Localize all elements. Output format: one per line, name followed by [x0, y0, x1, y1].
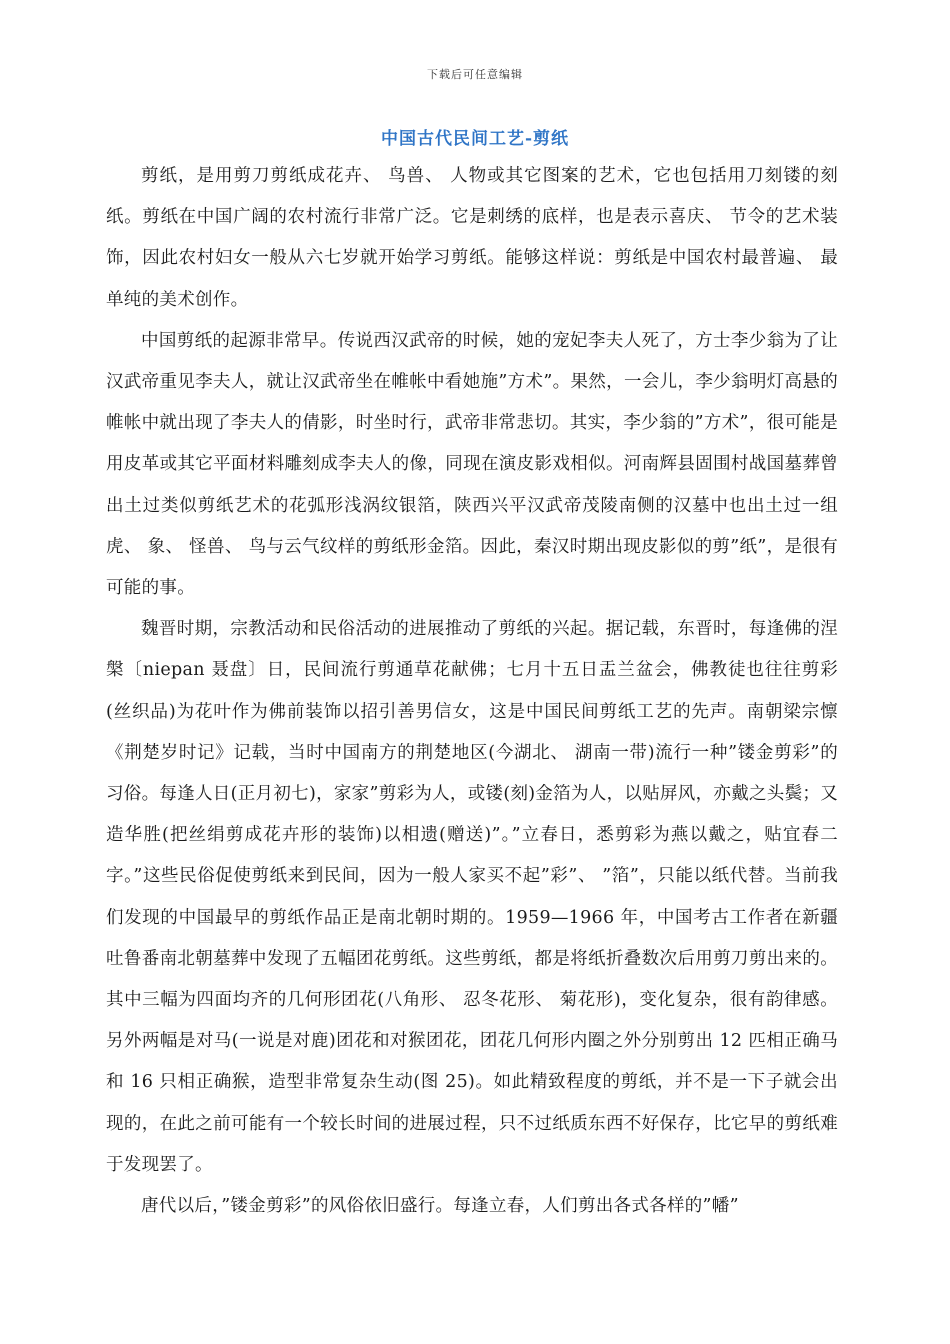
- paragraph: 剪纸，是用剪刀剪纸成花卉、 鸟兽、 人物或其它图案的艺术，它也包括用刀刻镂的刻纸。剪纸在中国广阔的农村流行非常广泛。它是刺绣的底样，也是表示喜庆、 节令的艺术装饰，因此农村妇女一般从六七岁就开始学习剪纸。能够这样说：剪纸是中国农村最普遍、 最单纯的美术创作。: [106, 166, 838, 310]
- paragraph: 魏晋时期，宗教活动和民俗活动的进展推动了剪纸的兴起。据记载，东晋时，每逢佛的涅槃〔niepan 聂盘〕日，民间流行剪通草花献佛；七月十五日盂兰盆会，佛教徒也往往剪彩(丝织品)为花叶作为佛前装饰以招引善男信女，这是中国民间剪纸工艺的先声。南朝梁宗懔《荆楚岁时记》记载，当时中国南方的荆楚地区(今湖北、 湖南一带)流行一种”镂金剪彩”的习俗。每逢人日(正月初七)，家家”剪彩为人，或镂(刻)金箔为人，以贴屏风，亦戴之头鬓；又造华胜(把丝绢剪成花卉形的装饰)以相遗(赠送)”。”立春日，悉剪彩为燕以戴之，贴宜春二字。”这些民俗促使剪纸来到民间，因为一般人家买不起”彩”、 ”箔”，只能以纸代替。当前我们发现的中国最早的剪纸作品正是南北朝时期的。1959—1966 年，中国考古工作者在新疆吐鲁番南北朝墓葬中发现了五幅团花剪纸。这些剪纸，都是将纸折叠数次后用剪刀剪出来的。其中三幅为四面均齐的几何形团花(八角形、 忍冬花形、 菊花形)，变化复杂，很有韵律感。另外两幅是对马(一说是对鹿)团花和对猴团花，团花几何形内圈之外分别剪出 12 匹相正确马和 16 只相正确猴，造型非常复杂生动(图 25)。如此精致程度的剪纸，并不是一下子就会出现的，在此之前可能有一个较长时间的进展过程，只不过纸质东西不好保存，比它早的剪纸难于发现罢了。: [106, 619, 838, 1175]
- document-body: [106, 156, 838, 1227]
- header-note: 下载后可任意编辑: [427, 68, 523, 81]
- document-title: 中国古代民间工艺-剪纸: [380, 129, 570, 149]
- paragraph: 中国剪纸的起源非常早。传说西汉武帝的时候，她的宠妃李夫人死了，方士李少翁为了让汉武帝重见李夫人，就让汉武帝坐在帷帐中看她施”方术”。果然，一会儿，李少翁明灯高悬的帷帐中就出现了李夫人的倩影，时坐时行，武帝非常悲切。其实，李少翁的”方术”，很可能是用皮革或其它平面材料雕刻成李夫人的像，同现在演皮影戏相似。河南辉县固围村战国墓葬曾出土过类似剪纸艺术的花弧形浅涡纹银箔，陕西兴平汉武帝茂陵南侧的汉墓中也出土过一组虎、 象、 怪兽、 鸟与云气纹样的剪纸形金箔。因此，秦汉时期出现皮影似的剪”纸”，是很有可能的事。: [106, 330, 838, 599]
- paragraph: 唐代以后，”镂金剪彩”的风俗依旧盛行。每逢立春，人们剪出各式各样的”幡”: [141, 1196, 739, 1217]
